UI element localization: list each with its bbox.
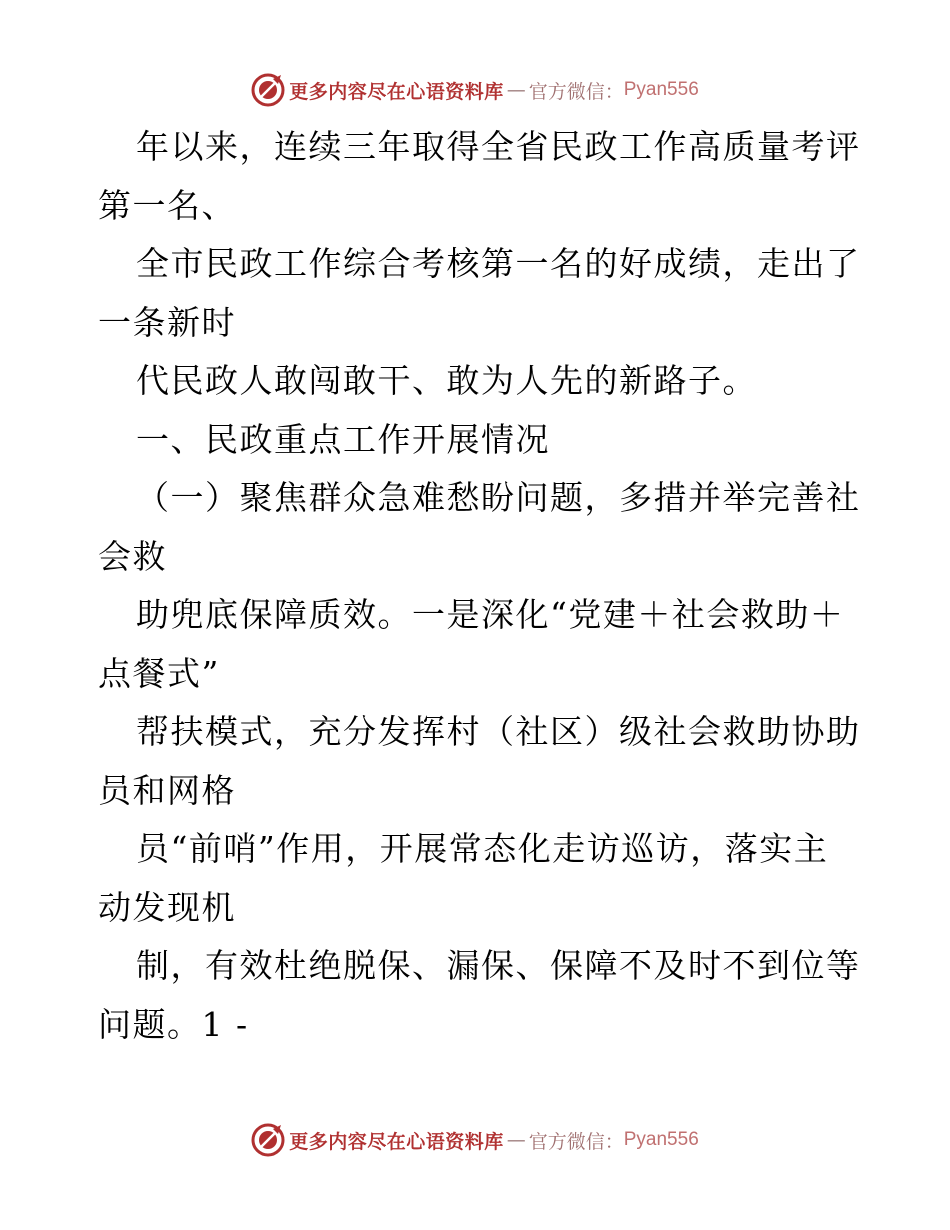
text-line: 助兜底保障质效。一是深化“党建＋社会救助＋ — [136, 595, 845, 634]
text-line: 动发现机 — [98, 887, 236, 927]
watermark-wechat-id: Pyan556 — [623, 1129, 699, 1150]
watermark-separator: — — [506, 1129, 526, 1151]
library-logo-icon — [251, 73, 285, 107]
watermark-separator: — — [506, 79, 526, 101]
footer-watermark — [0, 1120, 950, 1160]
document-body — [98, 118, 861, 1054]
watermark-title: 更多内容尽在心语资料库 — [289, 80, 504, 103]
section-heading: 一、民政重点工作开展情况 — [136, 419, 550, 459]
text-line: 帮扶模式，充分发挥村（社区）级社会救助协助 — [136, 712, 861, 751]
text-line: 年以来，连续三年取得全省民政工作高质量考评 — [136, 127, 861, 166]
text-line: 第一名、 — [98, 185, 236, 225]
library-logo-icon — [251, 1123, 285, 1157]
text-line: （一）聚焦群众急难愁盼问题，多措并举完善社 — [136, 478, 861, 517]
text-line: 代民政人敢闯敢干、敢为人先的新路子。 — [136, 361, 757, 400]
watermark-label: 官方微信： — [528, 1130, 624, 1153]
text-line: 全市民政工作综合考核第一名的好成绩，走出了 — [136, 244, 861, 283]
text-line: 制，有效杜绝脱保、漏保、保障不及时不到位等 — [136, 946, 861, 985]
watermark-wechat-id: Pyan556 — [623, 79, 699, 100]
text-line: 问题。1 - — [98, 1004, 249, 1044]
text-line: 员“前哨”作用，开展常态化走访巡访，落实主 — [136, 829, 829, 868]
text-line: 会救 — [98, 536, 167, 576]
text-line: 点餐式” — [98, 653, 220, 693]
text-line: 一条新时 — [98, 302, 236, 342]
text-line: 员和网格 — [98, 770, 236, 810]
watermark-label: 官方微信： — [528, 80, 624, 103]
header-watermark — [0, 70, 950, 110]
watermark-title: 更多内容尽在心语资料库 — [289, 1130, 504, 1153]
